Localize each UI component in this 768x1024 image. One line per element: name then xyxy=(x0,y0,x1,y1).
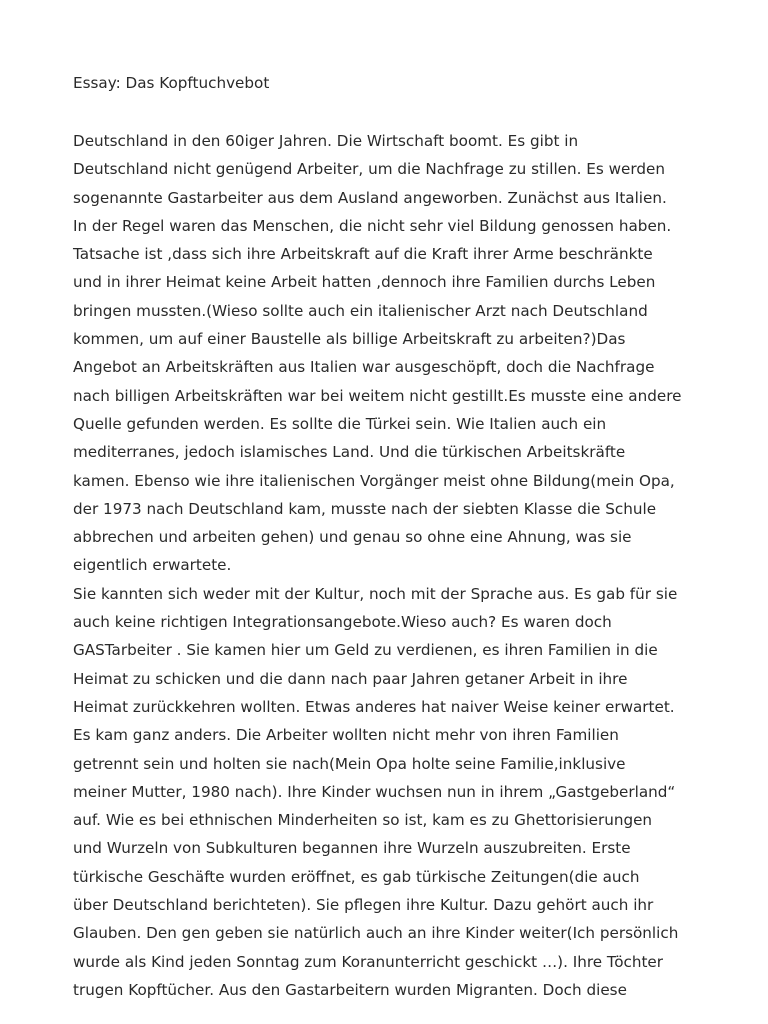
text-line: kommen, um auf einer Baustelle als billige Arbeitskraft zu arbeiten?)Das xyxy=(73,330,626,349)
text-line: In der Regel waren das Menschen, die nicht sehr viel Bildung genossen haben. xyxy=(73,216,672,235)
text-line: Deutschland nicht genügend Arbeiter, um die Nachfrage zu stillen. Es werden xyxy=(73,160,665,179)
text-line: abbrechen und arbeiten gehen) und genau so ohne eine Ahnung, was sie xyxy=(73,528,632,547)
text-line: auch keine richtigen Integrationsangebote.Wieso auch? Es waren doch xyxy=(73,613,612,632)
text-line: türkische Geschäfte wurden eröffnet, es gab türkische Zeitungen(die auch xyxy=(73,867,640,886)
text-line: meiner Mutter, 1980 nach). Ihre Kinder wuchsen nun in ihrem „Gastgeberland“ xyxy=(73,782,676,801)
text-line: Sie kannten sich weder mit der Kultur, noch mit der Sprache aus. Es gab für sie xyxy=(73,584,678,603)
text-line: bringen mussten.(Wieso sollte auch ein italienischer Arzt nach Deutschland xyxy=(73,301,648,320)
text-line: sogenannte Gastarbeiter aus dem Ausland angeworben. Zunächst aus Italien. xyxy=(73,188,667,207)
text-line: Deutschland in den 60iger Jahren. Die Wirtschaft boomt. Es gibt in xyxy=(73,132,579,150)
text-line: Glauben. Den gen geben sie natürlich auch an ihre Kinder weiter(Ich persönlich xyxy=(73,924,679,943)
essay-body xyxy=(73,127,733,1004)
text-line: Angebot an Arbeitskräften aus Italien war ausgeschöpft, doch die Nachfrage xyxy=(73,358,655,377)
text-line: GASTarbeiter . Sie kamen hier um Geld zu verdienen, es ihren Familien in die xyxy=(73,641,658,660)
text-line: und in ihrer Heimat keine Arbeit hatten ,dennoch ihre Familien durchs Leben xyxy=(73,273,656,292)
text-line: eigentlich erwartete. xyxy=(73,556,232,575)
text-line: und Wurzeln von Subkulturen begannen ihre Wurzeln auszubreiten. Erste xyxy=(73,839,631,858)
text-line: über Deutschland berichteten). Sie pflegen ihre Kultur. Dazu gehört auch ihr xyxy=(73,896,654,915)
text-line: Tatsache ist ,dass sich ihre Arbeitskraft auf die Kraft ihrer Arme beschränkte xyxy=(73,245,653,264)
text-line: Quelle gefunden werden. Es sollte die Türkei sein. Wie Italien auch ein xyxy=(73,414,607,433)
text-line: Heimat zurückkehren wollten. Etwas anderes hat naiver Weise keiner erwartet. xyxy=(73,697,675,716)
text-line: trugen Kopftücher. Aus den Gastarbeitern wurden Migranten. Doch diese xyxy=(73,980,627,999)
text-line: Heimat zu schicken und die dann nach paar Jahren getaner Arbeit in ihre xyxy=(73,669,628,688)
text-line: Es kam ganz anders. Die Arbeiter wollten nicht mehr von ihren Familien xyxy=(73,726,619,745)
text-line: getrennt sein und holten sie nach(Mein Opa holte seine Familie,inklusive xyxy=(73,754,626,773)
text-line: kamen. Ebenso wie ihre italienischen Vorgänger meist ohne Bildung(mein Opa, xyxy=(73,471,675,490)
text-line: wurde als Kind jeden Sonntag zum Koranunterricht geschickt …). Ihre Töchter xyxy=(73,952,664,971)
text-line: nach billigen Arbeitskräften war bei weitem nicht gestillt.Es musste eine andere xyxy=(73,386,682,405)
text-line: mediterranes, jedoch islamisches Land. Und die türkischen Arbeitskräfte xyxy=(73,443,626,462)
essay-title: Essay: Das Kopftuchvebot xyxy=(73,74,270,92)
text-line: der 1973 nach Deutschland kam, musste nach der siebten Klasse die Schule xyxy=(73,499,657,518)
text-line: auf. Wie es bei ethnischen Minderheiten so ist, kam es zu Ghettorisierungen xyxy=(73,811,653,830)
